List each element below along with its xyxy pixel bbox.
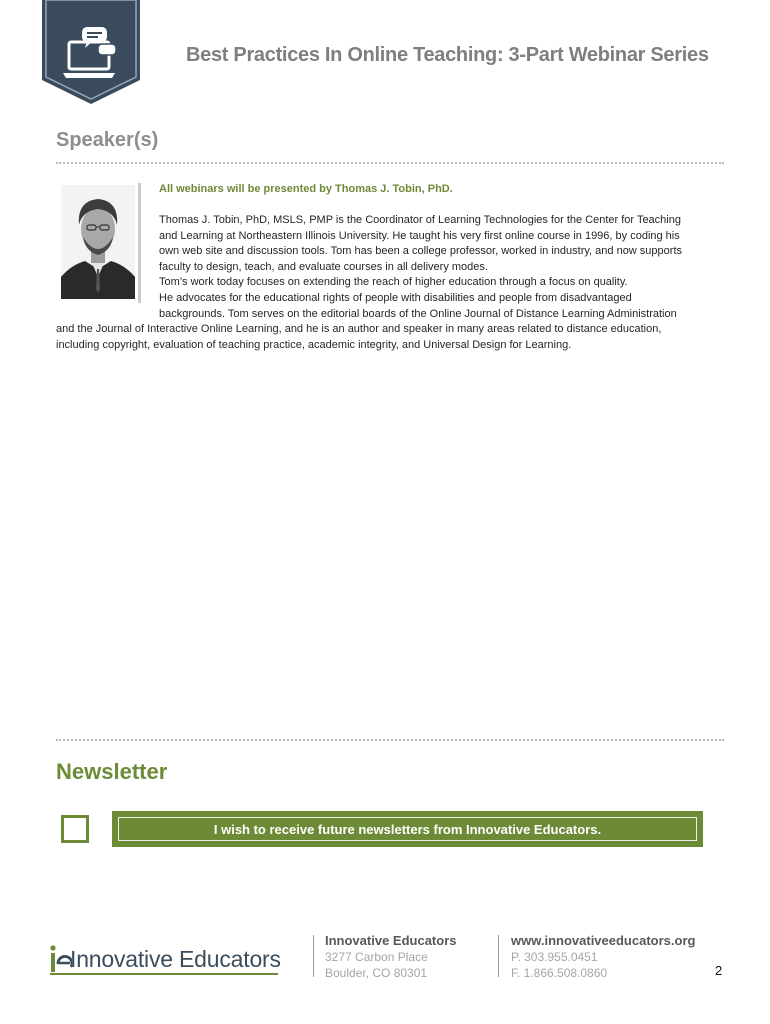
footer-phone: P. 303.955.0451	[511, 950, 598, 964]
logo-underline	[50, 973, 278, 975]
photo-accent-bar	[138, 183, 141, 303]
footer-divider	[498, 935, 499, 977]
header-badge	[42, 0, 140, 104]
bio-line: Thomas J. Tobin, PhD, MSLS, PMP is the Coordinator of Learning Technologies for the Center for Teaching	[159, 214, 681, 226]
section-divider	[56, 162, 724, 164]
newsletter-heading: Newsletter	[56, 759, 168, 784]
footer-address	[325, 933, 456, 981]
footer-street: 3277 Carbon Place	[325, 950, 428, 964]
footer-contact	[511, 933, 695, 981]
bio-line: backgrounds. Tom serves on the editorial boards of the Online Journal of Distance Learning Administration	[159, 307, 677, 320]
newsletter-checkbox[interactable]	[61, 815, 89, 843]
company-logo	[48, 940, 280, 980]
bio-line: own web site and discussion tools. Tom has been a college professor, worked in industry, and now supports	[159, 245, 682, 258]
presenter-statement: All webinars will be presented by Thomas J. Tobin, PhD.	[159, 183, 453, 195]
bio-line: and the Journal of Interactive Online Learning, and he is an author and speaker in many areas related to distance education,	[56, 323, 662, 335]
speaker-bio-continued	[56, 322, 661, 353]
bio-line: He advocates for the educational rights of people with disabilities and people from disadvantaged	[159, 291, 632, 304]
speaker-bio	[159, 213, 682, 322]
bio-line: including copyright, evaluation of teaching practice, academic integrity, and Universal Design for Learning.	[56, 338, 572, 351]
section-divider	[56, 739, 724, 741]
logo-wordmark: Innovative Educators	[70, 946, 281, 972]
footer-website-link[interactable]: www.innovativeeducators.org	[511, 933, 696, 948]
footer-fax: F. 1.866.508.0860	[511, 966, 608, 980]
banner-inner-frame	[118, 817, 697, 841]
bio-line: and Learning at Northeastern Illinois University. He taught his very first online course in 1996, by coding his	[159, 229, 680, 242]
speakers-heading: Speaker(s)	[56, 129, 159, 151]
bio-line: Tom’s work today focuses on extending the reach of higher education through a focus on quality.	[159, 276, 628, 289]
page-title: Best Practices In Online Teaching: 3-Part Webinar Series	[186, 44, 709, 66]
bio-line: faculty to design, teach, and evaluate courses in all delivery modes.	[159, 260, 488, 273]
speaker-photo	[61, 185, 135, 299]
newsletter-optin-text: I wish to receive future newsletters from Innovative Educators.	[213, 821, 602, 837]
footer-divider	[313, 935, 314, 977]
footer-company-name: Innovative Educators	[325, 933, 457, 948]
ie-logo-icon	[48, 942, 72, 974]
footer-city: Boulder, CO 80301	[325, 966, 428, 980]
newsletter-optin-banner	[112, 811, 703, 847]
page-number: 2	[715, 963, 723, 978]
